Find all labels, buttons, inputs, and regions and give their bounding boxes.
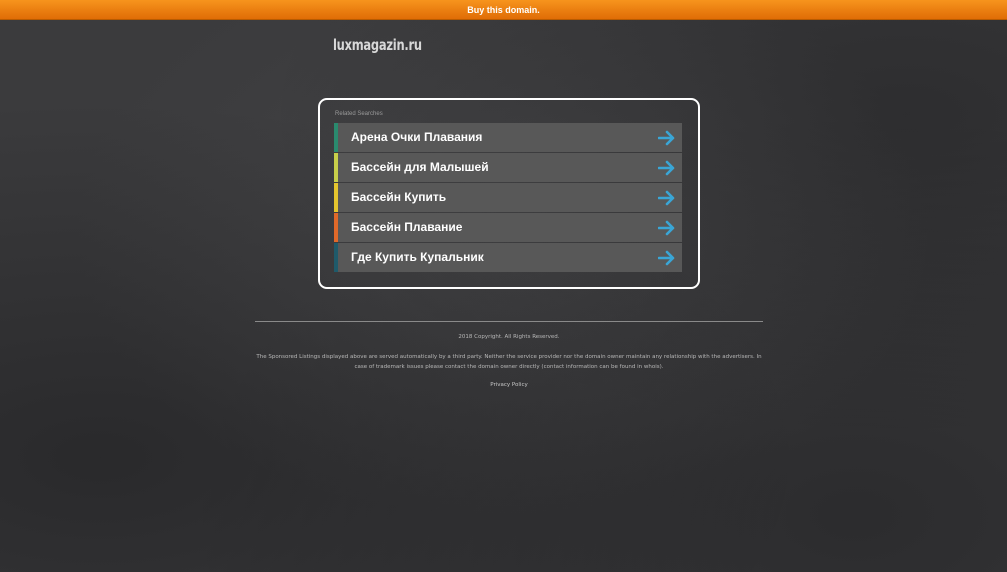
related-link-arena-goggles[interactable] — [334, 123, 682, 152]
arrow-right-icon — [658, 250, 676, 266]
privacy-policy-link[interactable]: Privacy Policy — [490, 382, 528, 388]
privacy-policy — [255, 381, 763, 389]
buy-domain-link[interactable]: Buy this domain. — [467, 4, 540, 15]
buy-domain-bar — [0, 0, 1007, 20]
related-searches-list — [334, 123, 682, 273]
related-link-baby-pool[interactable] — [334, 153, 682, 182]
related-link-buy-swimsuit[interactable] — [334, 243, 682, 272]
related-link-label: Бассейн для Малышей — [351, 160, 489, 174]
related-searches-box — [318, 98, 700, 289]
related-link-label: Бассейн Плавание — [351, 220, 463, 234]
disclaimer-text: The Sponsored Listings displayed above are served automatically by a third party. Neither the service provider nor the domain owner maintain any relationship with the advertisers. In case of trademark issues please contact the domain owner directly (contact information can be found in whois). — [256, 354, 762, 370]
arrow-right-icon — [658, 190, 676, 206]
arrow-right-icon — [658, 130, 676, 146]
arrow-right-icon — [658, 220, 676, 236]
related-link-label: Где Купить Купальник — [351, 250, 484, 264]
related-link-label: Арена Очки Плавания — [351, 130, 483, 144]
related-link-buy-pool[interactable] — [334, 183, 682, 212]
related-link-pool-swimming[interactable] — [334, 213, 682, 242]
related-link-label: Бассейн Купить — [351, 190, 447, 204]
related-searches-label: Related Searches — [335, 111, 383, 117]
domain-title: luxmagazin.ru — [333, 36, 422, 54]
copyright-text: 2018 Copyright. All Rights Reserved. — [458, 334, 560, 340]
arrow-right-icon — [658, 160, 676, 176]
footer-divider — [255, 321, 763, 322]
